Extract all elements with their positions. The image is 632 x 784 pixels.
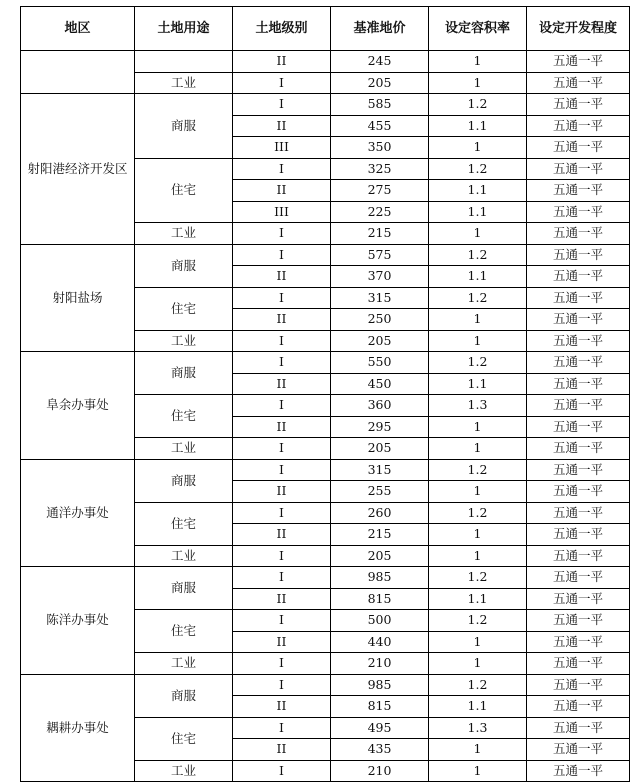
development-level-cell: 五通一平 — [527, 610, 630, 632]
development-level-cell: 五通一平 — [527, 309, 630, 331]
plot-ratio-cell: 1 — [429, 438, 527, 460]
development-level-cell: 五通一平 — [527, 51, 630, 73]
land-grade-cell: I — [233, 717, 331, 739]
benchmark-price-cell: 585 — [331, 94, 429, 116]
development-level-cell: 五通一平 — [527, 94, 630, 116]
plot-ratio-cell: 1 — [429, 760, 527, 782]
development-level-cell: 五通一平 — [527, 395, 630, 417]
header-region: 地区 — [21, 7, 135, 51]
land-use-cell: 工业 — [135, 653, 233, 675]
land-use-cell: 商服 — [135, 94, 233, 159]
plot-ratio-cell: 1.1 — [429, 266, 527, 288]
land-grade-cell: III — [233, 201, 331, 223]
benchmark-price-cell: 455 — [331, 115, 429, 137]
development-level-cell: 五通一平 — [527, 631, 630, 653]
plot-ratio-cell: 1.1 — [429, 588, 527, 610]
land-grade-cell: I — [233, 352, 331, 374]
benchmark-price-cell: 260 — [331, 502, 429, 524]
land-grade-cell: I — [233, 72, 331, 94]
land-grade-cell: II — [233, 588, 331, 610]
benchmark-price-cell: 205 — [331, 545, 429, 567]
development-level-cell: 五通一平 — [527, 481, 630, 503]
plot-ratio-cell: 1 — [429, 524, 527, 546]
benchmark-price-cell: 275 — [331, 180, 429, 202]
header-plot-ratio: 设定容积率 — [429, 7, 527, 51]
land-grade-cell: I — [233, 438, 331, 460]
plot-ratio-cell: 1.3 — [429, 395, 527, 417]
land-use-cell: 商服 — [135, 244, 233, 287]
region-cell: 通洋办事处 — [21, 459, 135, 567]
benchmark-price-cell: 295 — [331, 416, 429, 438]
plot-ratio-cell: 1.2 — [429, 94, 527, 116]
plot-ratio-cell: 1.2 — [429, 459, 527, 481]
benchmark-price-cell: 250 — [331, 309, 429, 331]
benchmark-price-cell: 985 — [331, 567, 429, 589]
table-row — [21, 94, 630, 116]
development-level-cell: 五通一平 — [527, 459, 630, 481]
land-grade-cell: I — [233, 502, 331, 524]
benchmark-price-cell: 815 — [331, 696, 429, 718]
region-cell: 射阳港经济开发区 — [21, 94, 135, 245]
plot-ratio-cell: 1 — [429, 653, 527, 675]
land-grade-cell: I — [233, 610, 331, 632]
plot-ratio-cell: 1.2 — [429, 610, 527, 632]
header-development-level: 设定开发程度 — [527, 7, 630, 51]
land-use-cell: 商服 — [135, 674, 233, 717]
land-grade-cell: I — [233, 395, 331, 417]
land-use-cell: 工业 — [135, 438, 233, 460]
benchmark-price-cell: 575 — [331, 244, 429, 266]
benchmark-price-cell: 225 — [331, 201, 429, 223]
plot-ratio-cell: 1.2 — [429, 244, 527, 266]
land-grade-cell: I — [233, 158, 331, 180]
plot-ratio-cell: 1 — [429, 545, 527, 567]
benchmark-price-cell: 815 — [331, 588, 429, 610]
table-row — [21, 244, 630, 266]
development-level-cell: 五通一平 — [527, 287, 630, 309]
region-cell — [21, 51, 135, 94]
benchmark-price-cell: 315 — [331, 287, 429, 309]
development-level-cell: 五通一平 — [527, 266, 630, 288]
development-level-cell: 五通一平 — [527, 653, 630, 675]
plot-ratio-cell: 1.2 — [429, 674, 527, 696]
region-cell: 阜余办事处 — [21, 352, 135, 460]
land-grade-cell: I — [233, 287, 331, 309]
land-grade-cell: I — [233, 567, 331, 589]
benchmark-price-cell: 315 — [331, 459, 429, 481]
development-level-cell: 五通一平 — [527, 201, 630, 223]
benchmark-price-cell: 215 — [331, 524, 429, 546]
development-level-cell: 五通一平 — [527, 137, 630, 159]
table-body — [21, 51, 630, 782]
table-row — [21, 352, 630, 374]
plot-ratio-cell: 1.3 — [429, 717, 527, 739]
plot-ratio-cell: 1.1 — [429, 180, 527, 202]
development-level-cell: 五通一平 — [527, 180, 630, 202]
land-grade-cell: II — [233, 373, 331, 395]
land-use-cell — [135, 51, 233, 73]
benchmark-price-cell: 450 — [331, 373, 429, 395]
benchmark-price-cell: 245 — [331, 51, 429, 73]
plot-ratio-cell: 1 — [429, 330, 527, 352]
development-level-cell: 五通一平 — [527, 115, 630, 137]
land-grade-cell: I — [233, 244, 331, 266]
region-cell: 陈洋办事处 — [21, 567, 135, 675]
land-grade-cell: II — [233, 631, 331, 653]
land-use-cell: 工业 — [135, 72, 233, 94]
benchmark-price-cell: 205 — [331, 72, 429, 94]
plot-ratio-cell: 1.1 — [429, 115, 527, 137]
land-grade-cell: I — [233, 760, 331, 782]
development-level-cell: 五通一平 — [527, 416, 630, 438]
plot-ratio-cell: 1.1 — [429, 696, 527, 718]
benchmark-price-cell: 215 — [331, 223, 429, 245]
benchmark-price-cell: 210 — [331, 653, 429, 675]
development-level-cell: 五通一平 — [527, 567, 630, 589]
land-grade-cell: II — [233, 696, 331, 718]
header-land-grade: 土地级别 — [233, 7, 331, 51]
development-level-cell: 五通一平 — [527, 223, 630, 245]
development-level-cell: 五通一平 — [527, 739, 630, 761]
land-use-cell: 住宅 — [135, 502, 233, 545]
land-grade-cell: II — [233, 115, 331, 137]
benchmark-price-cell: 210 — [331, 760, 429, 782]
development-level-cell: 五通一平 — [527, 330, 630, 352]
land-use-cell: 商服 — [135, 352, 233, 395]
benchmark-price-cell: 550 — [331, 352, 429, 374]
development-level-cell: 五通一平 — [527, 244, 630, 266]
development-level-cell: 五通一平 — [527, 438, 630, 460]
benchmark-price-cell: 325 — [331, 158, 429, 180]
land-use-cell: 住宅 — [135, 287, 233, 330]
land-grade-cell: II — [233, 180, 331, 202]
land-use-cell: 工业 — [135, 330, 233, 352]
land-use-cell: 商服 — [135, 567, 233, 610]
development-level-cell: 五通一平 — [527, 352, 630, 374]
benchmark-price-cell: 985 — [331, 674, 429, 696]
development-level-cell: 五通一平 — [527, 696, 630, 718]
header-land-use: 土地用途 — [135, 7, 233, 51]
land-use-cell: 住宅 — [135, 395, 233, 438]
benchmark-price-cell: 350 — [331, 137, 429, 159]
land-use-cell: 住宅 — [135, 610, 233, 653]
land-use-cell: 住宅 — [135, 158, 233, 223]
land-grade-cell: I — [233, 653, 331, 675]
development-level-cell: 五通一平 — [527, 717, 630, 739]
benchmark-price-cell: 255 — [331, 481, 429, 503]
plot-ratio-cell: 1 — [429, 631, 527, 653]
benchmark-price-cell: 360 — [331, 395, 429, 417]
plot-ratio-cell: 1 — [429, 481, 527, 503]
land-grade-cell: II — [233, 416, 331, 438]
region-cell: 耦耕办事处 — [21, 674, 135, 782]
plot-ratio-cell: 1.2 — [429, 158, 527, 180]
plot-ratio-cell: 1 — [429, 309, 527, 331]
plot-ratio-cell: 1.1 — [429, 373, 527, 395]
land-grade-cell: I — [233, 94, 331, 116]
development-level-cell: 五通一平 — [527, 158, 630, 180]
benchmark-price-cell: 370 — [331, 266, 429, 288]
table-row — [21, 567, 630, 589]
land-grade-cell: I — [233, 545, 331, 567]
benchmark-price-cell: 435 — [331, 739, 429, 761]
land-grade-cell: II — [233, 266, 331, 288]
plot-ratio-cell: 1 — [429, 223, 527, 245]
land-use-cell: 住宅 — [135, 717, 233, 760]
land-grade-cell: I — [233, 459, 331, 481]
development-level-cell: 五通一平 — [527, 524, 630, 546]
benchmark-price-cell: 500 — [331, 610, 429, 632]
land-use-cell: 工业 — [135, 760, 233, 782]
development-level-cell: 五通一平 — [527, 545, 630, 567]
plot-ratio-cell: 1 — [429, 137, 527, 159]
table-row — [21, 459, 630, 481]
plot-ratio-cell: 1 — [429, 416, 527, 438]
table-header-row — [21, 7, 630, 51]
header-benchmark-price: 基准地价 — [331, 7, 429, 51]
land-grade-cell: II — [233, 309, 331, 331]
land-use-cell: 工业 — [135, 545, 233, 567]
land-grade-cell: II — [233, 739, 331, 761]
table-row — [21, 51, 630, 73]
land-grade-cell: I — [233, 330, 331, 352]
land-use-cell: 工业 — [135, 223, 233, 245]
plot-ratio-cell: 1 — [429, 739, 527, 761]
plot-ratio-cell: 1.2 — [429, 567, 527, 589]
benchmark-price-cell: 205 — [331, 330, 429, 352]
benchmark-price-cell: 495 — [331, 717, 429, 739]
land-grade-cell: III — [233, 137, 331, 159]
development-level-cell: 五通一平 — [527, 373, 630, 395]
land-grade-cell: II — [233, 524, 331, 546]
development-level-cell: 五通一平 — [527, 674, 630, 696]
plot-ratio-cell: 1.2 — [429, 502, 527, 524]
land-use-cell: 商服 — [135, 459, 233, 502]
land-grade-cell: II — [233, 481, 331, 503]
land-grade-cell: I — [233, 223, 331, 245]
land-grade-cell: I — [233, 674, 331, 696]
plot-ratio-cell: 1 — [429, 51, 527, 73]
land-grade-cell: II — [233, 51, 331, 73]
benchmark-price-cell: 440 — [331, 631, 429, 653]
development-level-cell: 五通一平 — [527, 760, 630, 782]
development-level-cell: 五通一平 — [527, 588, 630, 610]
plot-ratio-cell: 1.1 — [429, 201, 527, 223]
plot-ratio-cell: 1.2 — [429, 287, 527, 309]
plot-ratio-cell: 1 — [429, 72, 527, 94]
land-price-table — [20, 6, 630, 782]
plot-ratio-cell: 1.2 — [429, 352, 527, 374]
benchmark-price-cell: 205 — [331, 438, 429, 460]
table-row — [21, 674, 630, 696]
development-level-cell: 五通一平 — [527, 72, 630, 94]
region-cell: 射阳盐场 — [21, 244, 135, 352]
development-level-cell: 五通一平 — [527, 502, 630, 524]
